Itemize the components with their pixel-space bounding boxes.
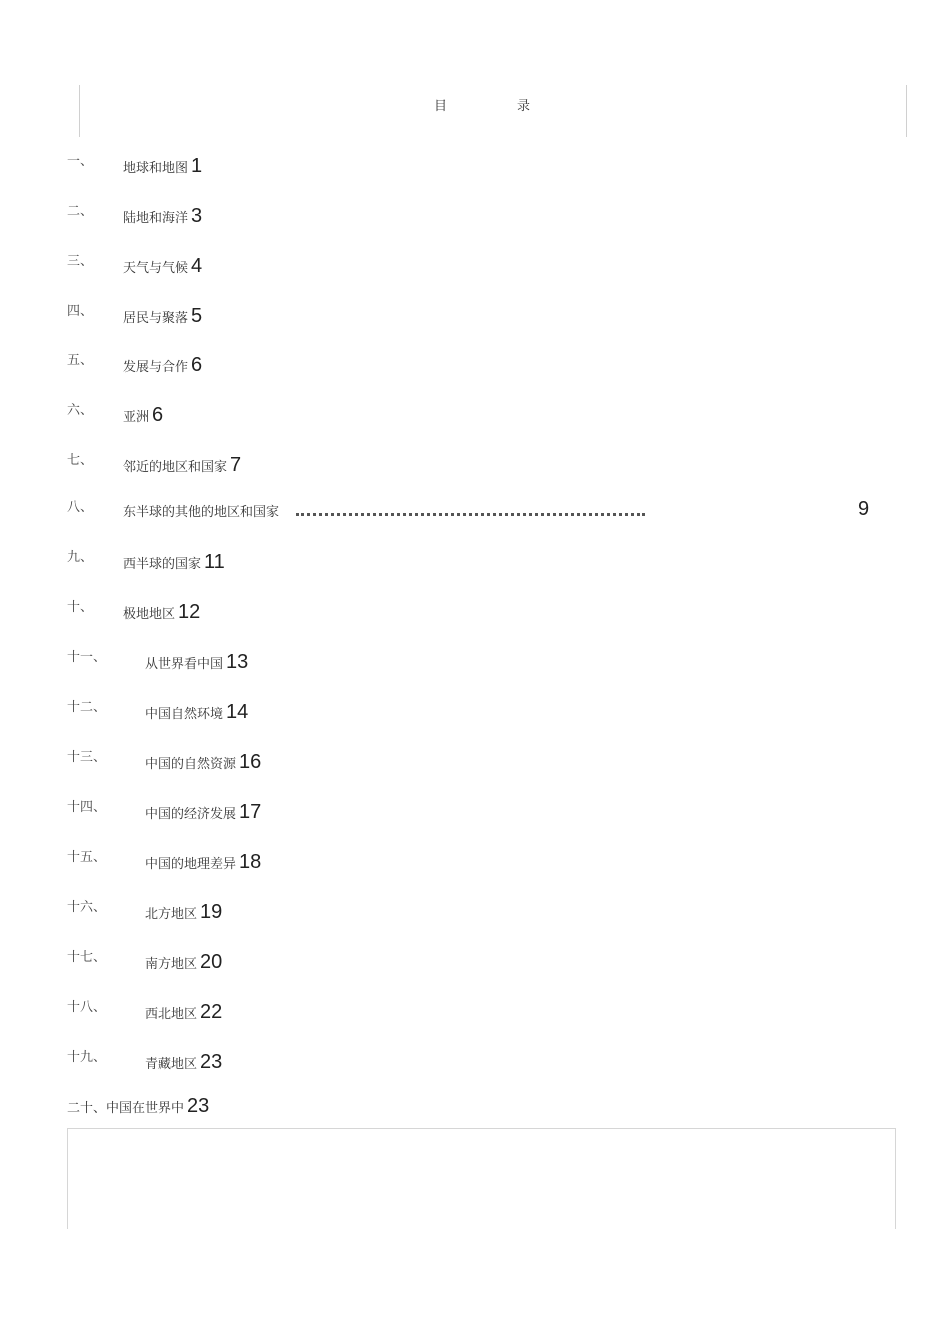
- toc-label: 极地地区: [123, 607, 176, 622]
- toc-page: 1: [191, 155, 203, 177]
- toc-label: 西北地区: [145, 1007, 198, 1022]
- toc-entry[interactable]: [0, 150, 950, 180]
- toc-label: 从世界看中国: [145, 657, 224, 672]
- toc-label: 青藏地区: [145, 1057, 198, 1072]
- toc-number: 十六、: [67, 900, 107, 915]
- toc-page: 11: [204, 551, 225, 573]
- toc-label: 中国的地理差异: [145, 857, 237, 872]
- toc-number: 九、: [67, 550, 94, 565]
- toc-entry[interactable]: [0, 746, 950, 776]
- toc-entry[interactable]: [0, 546, 950, 576]
- toc-page: 9: [858, 498, 870, 520]
- toc-number: 四、: [67, 304, 94, 319]
- toc-entry[interactable]: [0, 996, 950, 1026]
- toc-page: 23: [200, 1051, 223, 1073]
- toc-number: 二、: [67, 204, 94, 219]
- toc-page: 12: [178, 601, 201, 623]
- toc-entry[interactable]: [0, 1046, 950, 1076]
- toc-label: 南方地区: [145, 957, 198, 972]
- toc-number: 十二、: [67, 700, 107, 715]
- toc-page: 23: [187, 1095, 210, 1117]
- toc-page: 14: [226, 701, 249, 723]
- page-title: [0, 95, 950, 113]
- toc-number: 十九、: [67, 1050, 107, 1065]
- toc-label: 中国的自然资源: [145, 757, 237, 772]
- toc-label: 二十、中国在世界中: [67, 1101, 185, 1116]
- dot-leader: [296, 509, 645, 516]
- toc-page: 13: [226, 651, 249, 673]
- title-char-2: 录: [517, 99, 531, 114]
- toc-entry[interactable]: [0, 300, 950, 330]
- toc-number: 七、: [67, 453, 94, 468]
- toc-entry[interactable]: [0, 496, 950, 526]
- empty-frame-box: [67, 1128, 896, 1229]
- toc-page: 20: [200, 951, 223, 973]
- toc-label: 北方地区: [145, 907, 198, 922]
- toc-entry[interactable]: [0, 596, 950, 626]
- toc-entry[interactable]: [0, 846, 950, 876]
- toc-number: 十一、: [67, 650, 107, 665]
- toc-entry[interactable]: [0, 449, 950, 479]
- toc-label: 亚洲: [123, 410, 150, 425]
- toc-label: 陆地和海洋: [123, 211, 189, 226]
- toc-entry[interactable]: [0, 200, 950, 230]
- toc-number: 一、: [67, 154, 94, 169]
- toc-page: 4: [191, 255, 203, 277]
- toc-entry[interactable]: [0, 399, 950, 429]
- toc-entry[interactable]: [0, 646, 950, 676]
- toc-entry[interactable]: [0, 896, 950, 926]
- toc-number: 八、: [67, 500, 94, 515]
- toc-page: 22: [200, 1001, 223, 1023]
- toc-number: 十八、: [67, 1000, 107, 1015]
- toc-page: 17: [239, 801, 262, 823]
- toc-entry-last[interactable]: [67, 1095, 209, 1118]
- toc-label: 邻近的地区和国家: [123, 460, 228, 475]
- toc-page: 3: [191, 205, 203, 227]
- toc-page: 18: [239, 851, 262, 873]
- toc-number: 十三、: [67, 750, 107, 765]
- toc-page: 6: [152, 404, 164, 426]
- toc-number: 十五、: [67, 850, 107, 865]
- toc-number: 五、: [67, 353, 94, 368]
- toc-number: 十四、: [67, 800, 107, 815]
- toc-number: 三、: [67, 254, 94, 269]
- toc-label: 中国自然环境: [145, 707, 224, 722]
- toc-label: 地球和地图: [123, 161, 189, 176]
- toc-number: 十七、: [67, 950, 107, 965]
- toc-entry[interactable]: [0, 946, 950, 976]
- toc-page: 7: [230, 454, 242, 476]
- title-char-1: 目: [434, 99, 448, 114]
- toc-number: 六、: [67, 403, 94, 418]
- toc-label: 中国的经济发展: [145, 807, 237, 822]
- toc-label: 西半球的国家: [123, 557, 202, 572]
- toc-entry[interactable]: [0, 250, 950, 280]
- toc-page: 5: [191, 305, 203, 327]
- toc-entry[interactable]: [0, 696, 950, 726]
- toc-page: 19: [200, 901, 223, 923]
- toc-label: 东半球的其他的地区和国家: [123, 505, 280, 520]
- toc-label: 发展与合作: [123, 360, 189, 375]
- toc-label: 居民与聚落: [123, 311, 189, 326]
- toc-page: 6: [191, 354, 203, 376]
- toc-entry[interactable]: [0, 349, 950, 379]
- toc-page: 16: [239, 751, 262, 773]
- toc-number: 十、: [67, 600, 94, 615]
- toc-entry[interactable]: [0, 796, 950, 826]
- toc-label: 天气与气候: [123, 261, 189, 276]
